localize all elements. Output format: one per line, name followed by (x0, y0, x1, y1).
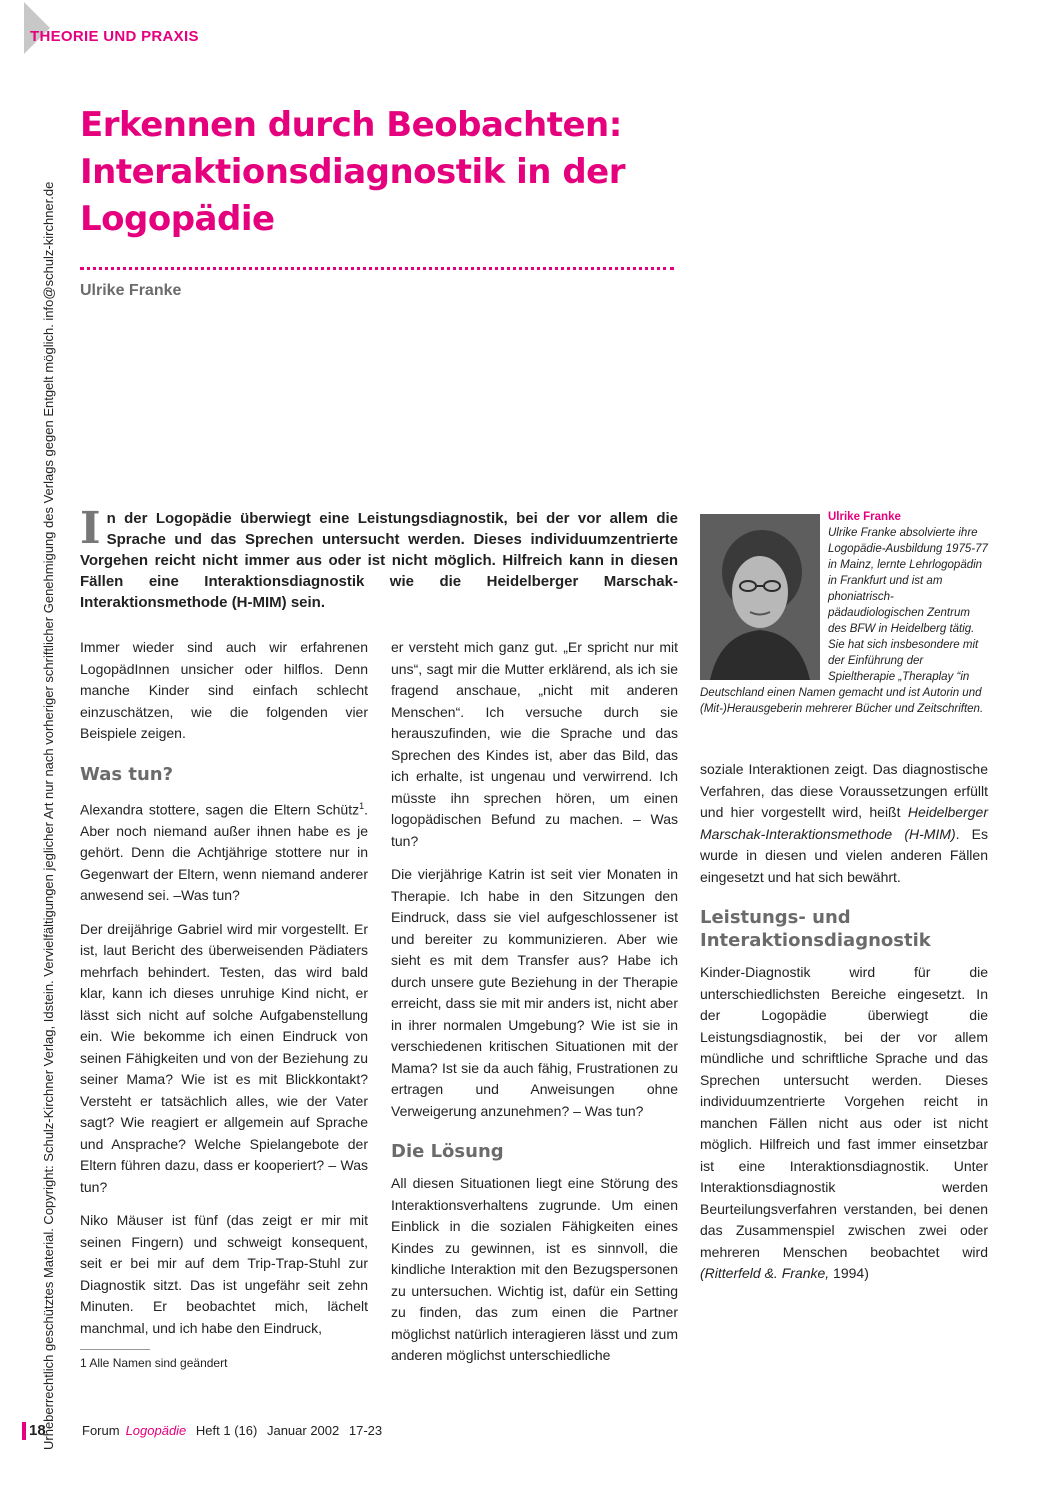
journal-brand: Logopädie (125, 1423, 187, 1438)
issue: Heft 1 (16) (195, 1423, 258, 1438)
title-line: Interaktionsdiagnostik in der (80, 152, 625, 192)
body-paragraph: All diesen Situationen liegt eine Störung des Interaktionsverhaltens zugrunde. Um einen Einblick in die sozialen Fähigkeiten eines Kindes zu gewinnen, ist es sinnvoll, die kindliche Interaktion mit den Bezugspersonen zu untersuchen. Wichtig ist, dafür ein Setting zu finden, das zum einen die Partner möglichst natürlich interagieren lässt und zum anderen möglichst unterschiedliche (391, 1175, 678, 1363)
text-run: . Es wurde in diesen und vielen anderen Fällen eingesetzt und hat sich bewährt. (700, 825, 988, 885)
text-column-1 (80, 637, 368, 1351)
footnote-marker: 1 (359, 800, 365, 811)
issue-date: Januar 2002 (266, 1423, 340, 1438)
text-column-2 (391, 637, 678, 1379)
body-paragraph: Der dreijährige Gabriel wird mir vorgestellt. Er ist, laut Bericht des überweisenden Pädiaters mehrfach behindert. Testen, das wird bald klar, kann ich dieses unruhige Kind nicht, er lässt sich nicht auf solche Aufgabenstellung ein. Wie bekomme ich einen Eindruck von seinen Fähigkeiten und von der Beziehung zu seiner Mama? Wie ist es mit Blickkontakt? Versteht er tatsächlich alles, wie der Vater sagt? Wie reagiert er allgemein auf Sprache und Ansprache? Welche Spielangebote der Eltern führen dazu, dass er kooperiert? – Was tun? (80, 920, 368, 1195)
article-author: Ulrike Franke (80, 282, 182, 299)
section-label: THEORIE UND PRAXIS (30, 28, 199, 45)
title-line: Erkennen durch Beobachten: (80, 105, 622, 145)
text-run: Alexandra stottere, sagen die Eltern Schütz (80, 801, 360, 818)
bio-text: Ulrike Franke absolvierte ihre Logopädie-Ausbildung 1975-77 in Mainz, lernte Lehrlogopädin in Frankfurt und ist am phoniatrisch-pädaudiologischen Zentrum des BFW in Heidelberg tätig. Sie hat sich insbesondere mit der Einführung der Spieltherapie „Theraplay “in Deutschland einen Namen gemacht und ist Autorin und (Mit-)Herausgeberin mehrerer Bücher und Zeitschriften. (700, 527, 988, 715)
publication-info (82, 1423, 388, 1438)
photo-spacer (700, 509, 828, 677)
page-number: 18 (22, 1422, 46, 1440)
author-bio (700, 509, 988, 717)
citation: (Ritterfeld &. Franke, (700, 1265, 830, 1281)
section-heading: Was tun? (80, 763, 174, 785)
text-column-3 (700, 759, 988, 1297)
journal-prefix: Forum (82, 1423, 120, 1438)
page-footer (0, 1422, 1058, 1446)
text-run: . Aber noch niemand außer ihnen habe es je gehört. Denn die Achtjährige stottere nur in Gegenwart der Eltern, wenn niemand anderer anwesend sei. –Was tun? (80, 801, 368, 904)
bio-name: Ulrike Franke (828, 511, 901, 523)
body-paragraph (80, 796, 368, 907)
body-paragraph: Die vierjährige Katrin ist seit vier Monaten in Therapie. Ich habe in den Sitzungen den Eindruck, dass sie viel aufgeschlossener ist und bereiter zu kommunizieren. Aber wie sieht es mit dem Transfer aus? Habe ich durch unsere gute Beziehung in der Therapie erreicht, dass sie mit mir anders ist, nicht aber in ihrer normalen Umgebung? Wie ist sie in verschiedenen kritischen Situationen mit der Mama? Ist sie da auch fähig, Frustrationen zu ertragen und Anweisungen ohne Verweigerung anzunehmen? – Was tun? (391, 866, 678, 1119)
body-paragraph (700, 759, 988, 888)
lead-text: n der Logopädie überwiegt eine Leistungsdiagnostik, bei der vor allem die Sprache und das Sprechen untersucht werden. Dieses individuumzentrierte Vorgehen reicht nicht immer aus oder ist nicht möglich. Hilfreich kann in diesen Fällen eine Interaktionsdiagnostik wie die Heidelberger Marschak-Interaktionsmethode (H-MIM) sein. (80, 510, 678, 611)
text-run: soziale Interaktionen zeigt. Das diagnostische Verfahren, das diese Voraussetzungen erfüllt und hier vorgestellt wird, heißt (700, 761, 988, 820)
footnote: 1 Alle Namen sind geändert (80, 1356, 228, 1370)
text-run: Kinder-Diagnostik wird für die unterschiedlichsten Bereiche eingesetzt. In der Logopädie überwiegt die Leistungsdiagnostik, bei der vor allem mündliche und schriftliche Sprache und das Sprechen untersucht werden. Dieses individuumzentrierte Vorgehen reicht in manchen Fällen nicht aus oder ist nicht möglich. Hilfreich und fast immer einsetzbar ist eine Interaktionsdiagnostik. Unter Interaktionsdiagnostik werden Beurteilungsverfahren verstanden, bei denen das Zusammenspiel zwischen zwei oder mehreren Menschen beobachtet wird (700, 964, 988, 1260)
body-paragraph: Niko Mäuser ist fünf (das zeigt er mir mit seinen Fingern) und schweigt konsequent, seit er bei mir auf dem Trip-Trap-Stuhl zur Diagnostik sitzt. Das ist ungefähr seit zehn Minuten. Er beobachtet mich, lächelt manchmal, und ich habe den Eindruck, (80, 1212, 368, 1336)
section-heading: Die Lösung (391, 1141, 504, 1162)
title-dotted-rule (80, 267, 674, 270)
body-paragraph: er versteht mich ganz gut. „Er spricht nur mit uns“, sagt mir die Mutter erklärend, als ich sie fragend anschaue, „nicht mit anderen Menschen“. Ich versuche durch sie herauszufinden, wie die Sprache und das Sprechen des Kindes ist, aber das Bild, das ich erhalte, ist ungenau und verwirrend. Ich müsste ihn sprechen hören, um einen logopädischen Befund zu machen. – Was tun? (391, 639, 678, 849)
article-title (80, 102, 680, 243)
drop-cap: I (80, 503, 101, 554)
page-range: 17-23 (348, 1423, 383, 1438)
section-heading: Leistungs- und Interaktionsdiagnostik (700, 907, 931, 951)
body-paragraph: Immer wieder sind auch wir erfahrenen LogopädInnen unsicher oder hilflos. Denn manche Kinder sind einfach schlecht einzuschätzen, wie die folgenden vier Beispiele zeigen. (80, 639, 368, 741)
text-run: 1994) (829, 1265, 869, 1281)
footnote-rule (80, 1349, 150, 1350)
lead-paragraph (80, 503, 678, 613)
copyright-side-note: Urheberrechtlich geschütztes Material. Copyright: Schulz-Kirchner Verlag, Idstein. Vervielfältigungen jeglicher Art nur nach vorheriger schriftlicher Genehmigung des Verlags gegen Entgelt möglich. info@schulz-kirchner.de (41, 181, 56, 1450)
title-line: Logopädie (80, 199, 275, 239)
body-paragraph (700, 962, 988, 1285)
method-name: Heidelberger Marschak-Interaktionsmethode (H-MIM) (700, 804, 988, 842)
